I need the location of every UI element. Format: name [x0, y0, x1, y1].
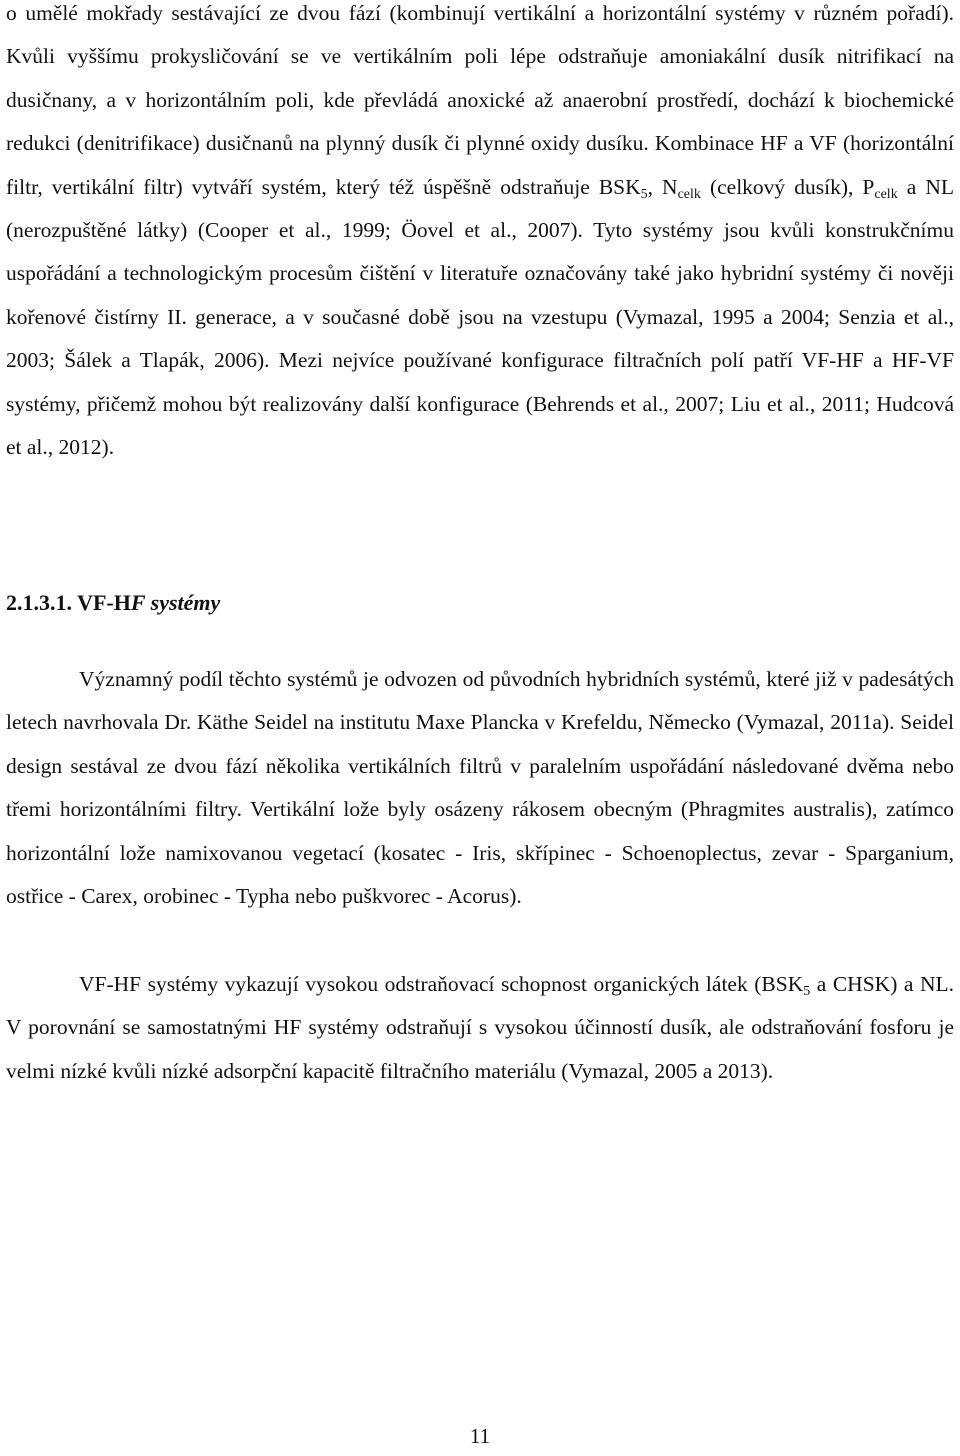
- subscript-5: 5: [803, 984, 811, 999]
- page-number: 11: [469, 1424, 491, 1448]
- document-page: [6, 0, 954, 1083]
- paragraph-1-text-c: (celkový dusík), P: [700, 174, 875, 199]
- paragraph-1-text-d: a NL (nerozpuštěné látky) (Cooper et al., 1999; Öovel et al., 2007). Tyto systémy jsou kvůli konstrukčnímu uspořádání a technologickým procesům čištění v literatuře označovány také jako hybridní systémy či nověji kořenové čistírny II. generace, a v současné době jsou na vzestupu (Vymazal, 1995 a 2004; Senzia et al., 2003; Šálek a Tlapák, 2006). Mezi nejvíce používané konfigurace filtračních polí patří VF-HF a HF-VF systémy, přičemž mohou být realizovány další konfigurace (Behrends et al., 2007; Liu et al., 2011; Hudcová et al., 2012).: [6, 174, 954, 460]
- paragraph-1-text-a: o umělé mokřady sestávající ze dvou fází (kombinují vertikální a horizontální systémy v různém pořadí). Kvůli vyššímu prokysličování se ve vertikálním poli lépe odstraňuje amoniakální dusík nitrifikací na dusičnany, a v horizontálním poli, kde převládá anoxické až anaerobní prostředí, dochází k biochemické redukci (denitrifikace) dusičnanů na plynný dusík či plynné oxidy dusíku. Kombinace HF a VF (horizontální filtr, vertikální filtr) vytváří systém, který též úspěšně odstraňuje BSK: [6, 1, 954, 199]
- body-paragraph-1: [6, 0, 954, 469]
- section-heading: [6, 588, 220, 618]
- subscript-celk-n: celk: [677, 186, 701, 202]
- heading-title-italic: F systémy: [130, 590, 221, 615]
- subscript-5: 5: [640, 186, 648, 202]
- body-paragraph-2: Významný podíl těchto systémů je odvozen od původních hybridních systémů, které již v padesátých letech navrhovala Dr. Käthe Seidel na institutu Maxe Plancka v Krefeldu, Německo (Vymazal, 2011a). Seidel design sestával ze dvou fází několika vertikálních filtrů v paralelním uspořádání následované dvěma nebo třemi horizontálními filtry. Vertikální lože byly osázeny rákosem obecným (Phragmites australis), zatímco horizontální lože namixovanou vegetací (kosatec - Iris, skřípinec - Schoenoplectus, zevar - Sparganium, ostřice - Carex, orobinec - Typha nebo puškvorec - Acorus).: [6, 667, 954, 909]
- paragraph-3-text-b: a CHSK) a NL. V porovnání se samostatnými HF systémy odstraňují s vysokou účinností dusík, ale odstraňování fosforu je velmi nízké kvůli nízké adsorpční kapacitě filtračního materiálu (Vymazal, 2005 a 2013).: [6, 972, 954, 1083]
- paragraph-1-text-b: , N: [647, 174, 678, 199]
- subscript-celk-p: celk: [874, 186, 898, 202]
- body-paragraph-3: [6, 963, 954, 1093]
- heading-number: 2.1.3.1. VF-H: [6, 590, 131, 615]
- paragraph-3-text-a: VF-HF systémy vykazují vysokou odstraňovací schopnost organických látek (BSK: [79, 972, 804, 996]
